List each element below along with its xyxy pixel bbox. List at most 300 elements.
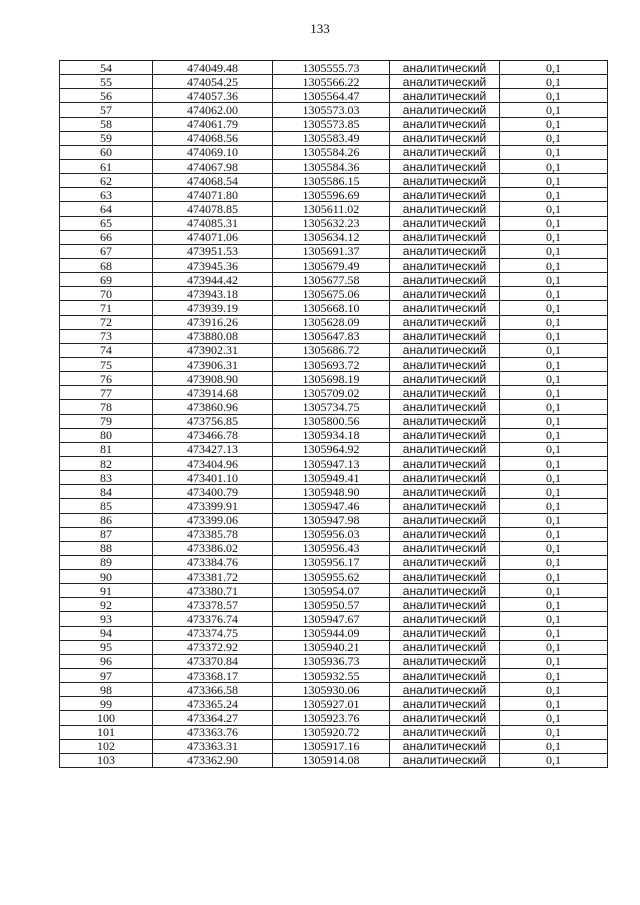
method-cell: аналитический bbox=[390, 739, 500, 753]
table-row bbox=[60, 400, 608, 414]
y-coordinate-cell: 1305647.83 bbox=[273, 329, 390, 343]
table-row bbox=[60, 697, 608, 711]
y-coordinate-cell: 1305596.69 bbox=[273, 188, 390, 202]
method-cell: аналитический bbox=[390, 612, 500, 626]
point-number-cell: 88 bbox=[60, 541, 153, 555]
x-coordinate-cell: 473916.26 bbox=[153, 315, 273, 329]
method-cell: аналитический bbox=[390, 315, 500, 329]
method-cell: аналитический bbox=[390, 414, 500, 428]
point-number-cell: 58 bbox=[60, 117, 153, 131]
x-coordinate-cell: 474054.25 bbox=[153, 75, 273, 89]
table-row bbox=[60, 287, 608, 301]
method-cell: аналитический bbox=[390, 711, 500, 725]
x-coordinate-cell: 473880.08 bbox=[153, 329, 273, 343]
point-number-cell: 72 bbox=[60, 315, 153, 329]
y-coordinate-cell: 1305698.19 bbox=[273, 372, 390, 386]
y-coordinate-cell: 1305930.06 bbox=[273, 683, 390, 697]
point-number-cell: 76 bbox=[60, 372, 153, 386]
x-coordinate-cell: 473384.76 bbox=[153, 555, 273, 569]
point-number-cell: 69 bbox=[60, 273, 153, 287]
x-coordinate-cell: 473906.31 bbox=[153, 357, 273, 371]
table-row bbox=[60, 471, 608, 485]
accuracy-cell: 0,1 bbox=[500, 598, 608, 612]
point-number-cell: 103 bbox=[60, 753, 153, 767]
x-coordinate-cell: 474069.10 bbox=[153, 145, 273, 159]
point-number-cell: 98 bbox=[60, 683, 153, 697]
table-row bbox=[60, 159, 608, 173]
x-coordinate-cell: 473365.24 bbox=[153, 697, 273, 711]
table-row bbox=[60, 485, 608, 499]
accuracy-cell: 0,1 bbox=[500, 555, 608, 569]
method-cell: аналитический bbox=[390, 287, 500, 301]
y-coordinate-cell: 1305677.58 bbox=[273, 273, 390, 287]
point-number-cell: 95 bbox=[60, 640, 153, 654]
y-coordinate-cell: 1305691.37 bbox=[273, 244, 390, 258]
accuracy-cell: 0,1 bbox=[500, 456, 608, 470]
accuracy-cell: 0,1 bbox=[500, 188, 608, 202]
y-coordinate-cell: 1305611.02 bbox=[273, 202, 390, 216]
accuracy-cell: 0,1 bbox=[500, 725, 608, 739]
accuracy-cell: 0,1 bbox=[500, 103, 608, 117]
method-cell: аналитический bbox=[390, 485, 500, 499]
method-cell: аналитический bbox=[390, 61, 500, 75]
y-coordinate-cell: 1305634.12 bbox=[273, 230, 390, 244]
table-row bbox=[60, 386, 608, 400]
table-row bbox=[60, 357, 608, 371]
point-number-cell: 59 bbox=[60, 131, 153, 145]
y-coordinate-cell: 1305934.18 bbox=[273, 428, 390, 442]
accuracy-cell: 0,1 bbox=[500, 230, 608, 244]
method-cell: аналитический bbox=[390, 202, 500, 216]
method-cell: аналитический bbox=[390, 131, 500, 145]
y-coordinate-cell: 1305956.43 bbox=[273, 541, 390, 555]
accuracy-cell: 0,1 bbox=[500, 697, 608, 711]
table-row bbox=[60, 442, 608, 456]
accuracy-cell: 0,1 bbox=[500, 89, 608, 103]
point-number-cell: 78 bbox=[60, 400, 153, 414]
y-coordinate-cell: 1305584.26 bbox=[273, 145, 390, 159]
point-number-cell: 62 bbox=[60, 174, 153, 188]
y-coordinate-cell: 1305675.06 bbox=[273, 287, 390, 301]
y-coordinate-cell: 1305947.46 bbox=[273, 499, 390, 513]
point-number-cell: 79 bbox=[60, 414, 153, 428]
point-number-cell: 66 bbox=[60, 230, 153, 244]
table-row bbox=[60, 75, 608, 89]
method-cell: аналитический bbox=[390, 598, 500, 612]
method-cell: аналитический bbox=[390, 428, 500, 442]
x-coordinate-cell: 473902.31 bbox=[153, 343, 273, 357]
method-cell: аналитический bbox=[390, 89, 500, 103]
accuracy-cell: 0,1 bbox=[500, 428, 608, 442]
y-coordinate-cell: 1305584.36 bbox=[273, 159, 390, 173]
accuracy-cell: 0,1 bbox=[500, 584, 608, 598]
y-coordinate-cell: 1305955.62 bbox=[273, 570, 390, 584]
point-number-cell: 65 bbox=[60, 216, 153, 230]
y-coordinate-cell: 1305949.41 bbox=[273, 471, 390, 485]
table-row bbox=[60, 131, 608, 145]
point-number-cell: 73 bbox=[60, 329, 153, 343]
table-row bbox=[60, 301, 608, 315]
accuracy-cell: 0,1 bbox=[500, 739, 608, 753]
accuracy-cell: 0,1 bbox=[500, 442, 608, 456]
y-coordinate-cell: 1305693.72 bbox=[273, 357, 390, 371]
table-row bbox=[60, 145, 608, 159]
y-coordinate-cell: 1305734.75 bbox=[273, 400, 390, 414]
point-number-cell: 100 bbox=[60, 711, 153, 725]
y-coordinate-cell: 1305709.02 bbox=[273, 386, 390, 400]
method-cell: аналитический bbox=[390, 372, 500, 386]
x-coordinate-cell: 474049.48 bbox=[153, 61, 273, 75]
table-row bbox=[60, 188, 608, 202]
point-number-cell: 91 bbox=[60, 584, 153, 598]
table-row bbox=[60, 527, 608, 541]
x-coordinate-cell: 473399.06 bbox=[153, 513, 273, 527]
table-row bbox=[60, 683, 608, 697]
table-row bbox=[60, 174, 608, 188]
table-row bbox=[60, 711, 608, 725]
accuracy-cell: 0,1 bbox=[500, 343, 608, 357]
x-coordinate-cell: 473944.42 bbox=[153, 273, 273, 287]
method-cell: аналитический bbox=[390, 258, 500, 272]
y-coordinate-cell: 1305956.17 bbox=[273, 555, 390, 569]
method-cell: аналитический bbox=[390, 230, 500, 244]
table-row bbox=[60, 456, 608, 470]
y-coordinate-cell: 1305800.56 bbox=[273, 414, 390, 428]
accuracy-cell: 0,1 bbox=[500, 174, 608, 188]
y-coordinate-cell: 1305947.13 bbox=[273, 456, 390, 470]
y-coordinate-cell: 1305936.73 bbox=[273, 654, 390, 668]
coordinates-table bbox=[59, 60, 608, 768]
table-row bbox=[60, 570, 608, 584]
point-number-cell: 81 bbox=[60, 442, 153, 456]
x-coordinate-cell: 473378.57 bbox=[153, 598, 273, 612]
point-number-cell: 80 bbox=[60, 428, 153, 442]
table-row bbox=[60, 329, 608, 343]
accuracy-cell: 0,1 bbox=[500, 485, 608, 499]
method-cell: аналитический bbox=[390, 400, 500, 414]
x-coordinate-cell: 474068.54 bbox=[153, 174, 273, 188]
method-cell: аналитический bbox=[390, 669, 500, 683]
accuracy-cell: 0,1 bbox=[500, 513, 608, 527]
point-number-cell: 87 bbox=[60, 527, 153, 541]
y-coordinate-cell: 1305555.73 bbox=[273, 61, 390, 75]
method-cell: аналитический bbox=[390, 697, 500, 711]
y-coordinate-cell: 1305947.67 bbox=[273, 612, 390, 626]
method-cell: аналитический bbox=[390, 159, 500, 173]
method-cell: аналитический bbox=[390, 626, 500, 640]
table-row bbox=[60, 753, 608, 767]
method-cell: аналитический bbox=[390, 103, 500, 117]
x-coordinate-cell: 473363.31 bbox=[153, 739, 273, 753]
accuracy-cell: 0,1 bbox=[500, 414, 608, 428]
y-coordinate-cell: 1305932.55 bbox=[273, 669, 390, 683]
accuracy-cell: 0,1 bbox=[500, 357, 608, 371]
table-row bbox=[60, 372, 608, 386]
point-number-cell: 102 bbox=[60, 739, 153, 753]
method-cell: аналитический bbox=[390, 357, 500, 371]
x-coordinate-cell: 473364.27 bbox=[153, 711, 273, 725]
x-coordinate-cell: 474057.36 bbox=[153, 89, 273, 103]
accuracy-cell: 0,1 bbox=[500, 244, 608, 258]
point-number-cell: 93 bbox=[60, 612, 153, 626]
point-number-cell: 96 bbox=[60, 654, 153, 668]
method-cell: аналитический bbox=[390, 75, 500, 89]
table-row bbox=[60, 725, 608, 739]
y-coordinate-cell: 1305964.92 bbox=[273, 442, 390, 456]
x-coordinate-cell: 474062.00 bbox=[153, 103, 273, 117]
x-coordinate-cell: 473466.78 bbox=[153, 428, 273, 442]
accuracy-cell: 0,1 bbox=[500, 400, 608, 414]
table-row bbox=[60, 626, 608, 640]
method-cell: аналитический bbox=[390, 329, 500, 343]
point-number-cell: 92 bbox=[60, 598, 153, 612]
method-cell: аналитический bbox=[390, 273, 500, 287]
accuracy-cell: 0,1 bbox=[500, 669, 608, 683]
table-row bbox=[60, 499, 608, 513]
accuracy-cell: 0,1 bbox=[500, 159, 608, 173]
table-row bbox=[60, 315, 608, 329]
point-number-cell: 75 bbox=[60, 357, 153, 371]
y-coordinate-cell: 1305573.03 bbox=[273, 103, 390, 117]
point-number-cell: 60 bbox=[60, 145, 153, 159]
accuracy-cell: 0,1 bbox=[500, 541, 608, 555]
point-number-cell: 67 bbox=[60, 244, 153, 258]
y-coordinate-cell: 1305944.09 bbox=[273, 626, 390, 640]
y-coordinate-cell: 1305632.23 bbox=[273, 216, 390, 230]
method-cell: аналитический bbox=[390, 683, 500, 697]
x-coordinate-cell: 474078.85 bbox=[153, 202, 273, 216]
point-number-cell: 89 bbox=[60, 555, 153, 569]
x-coordinate-cell: 473951.53 bbox=[153, 244, 273, 258]
point-number-cell: 97 bbox=[60, 669, 153, 683]
table-row bbox=[60, 555, 608, 569]
table-row bbox=[60, 428, 608, 442]
point-number-cell: 54 bbox=[60, 61, 153, 75]
method-cell: аналитический bbox=[390, 555, 500, 569]
method-cell: аналитический bbox=[390, 513, 500, 527]
point-number-cell: 71 bbox=[60, 301, 153, 315]
point-number-cell: 70 bbox=[60, 287, 153, 301]
accuracy-cell: 0,1 bbox=[500, 61, 608, 75]
point-number-cell: 101 bbox=[60, 725, 153, 739]
y-coordinate-cell: 1305586.15 bbox=[273, 174, 390, 188]
x-coordinate-cell: 473376.74 bbox=[153, 612, 273, 626]
accuracy-cell: 0,1 bbox=[500, 471, 608, 485]
accuracy-cell: 0,1 bbox=[500, 570, 608, 584]
method-cell: аналитический bbox=[390, 216, 500, 230]
y-coordinate-cell: 1305914.08 bbox=[273, 753, 390, 767]
x-coordinate-cell: 473945.36 bbox=[153, 258, 273, 272]
x-coordinate-cell: 473372.92 bbox=[153, 640, 273, 654]
accuracy-cell: 0,1 bbox=[500, 216, 608, 230]
accuracy-cell: 0,1 bbox=[500, 329, 608, 343]
table-row bbox=[60, 244, 608, 258]
method-cell: аналитический bbox=[390, 117, 500, 131]
x-coordinate-cell: 473427.13 bbox=[153, 442, 273, 456]
x-coordinate-cell: 473368.17 bbox=[153, 669, 273, 683]
page-number: 133 bbox=[310, 21, 330, 36]
accuracy-cell: 0,1 bbox=[500, 654, 608, 668]
point-number-cell: 82 bbox=[60, 456, 153, 470]
point-number-cell: 74 bbox=[60, 343, 153, 357]
table-row bbox=[60, 216, 608, 230]
accuracy-cell: 0,1 bbox=[500, 117, 608, 131]
accuracy-cell: 0,1 bbox=[500, 640, 608, 654]
point-number-cell: 86 bbox=[60, 513, 153, 527]
point-number-cell: 68 bbox=[60, 258, 153, 272]
point-number-cell: 90 bbox=[60, 570, 153, 584]
accuracy-cell: 0,1 bbox=[500, 372, 608, 386]
x-coordinate-cell: 473401.10 bbox=[153, 471, 273, 485]
accuracy-cell: 0,1 bbox=[500, 258, 608, 272]
point-number-cell: 63 bbox=[60, 188, 153, 202]
y-coordinate-cell: 1305628.09 bbox=[273, 315, 390, 329]
y-coordinate-cell: 1305679.49 bbox=[273, 258, 390, 272]
x-coordinate-cell: 473386.02 bbox=[153, 541, 273, 555]
x-coordinate-cell: 474071.06 bbox=[153, 230, 273, 244]
accuracy-cell: 0,1 bbox=[500, 626, 608, 640]
x-coordinate-cell: 474071.80 bbox=[153, 188, 273, 202]
accuracy-cell: 0,1 bbox=[500, 145, 608, 159]
y-coordinate-cell: 1305686.72 bbox=[273, 343, 390, 357]
table-row bbox=[60, 654, 608, 668]
y-coordinate-cell: 1305920.72 bbox=[273, 725, 390, 739]
table-row bbox=[60, 640, 608, 654]
point-number-cell: 77 bbox=[60, 386, 153, 400]
y-coordinate-cell: 1305917.16 bbox=[273, 739, 390, 753]
accuracy-cell: 0,1 bbox=[500, 711, 608, 725]
method-cell: аналитический bbox=[390, 570, 500, 584]
table-row bbox=[60, 89, 608, 103]
table-row bbox=[60, 612, 608, 626]
method-cell: аналитический bbox=[390, 145, 500, 159]
y-coordinate-cell: 1305564.47 bbox=[273, 89, 390, 103]
x-coordinate-cell: 473939.19 bbox=[153, 301, 273, 315]
method-cell: аналитический bbox=[390, 584, 500, 598]
accuracy-cell: 0,1 bbox=[500, 75, 608, 89]
x-coordinate-cell: 473860.96 bbox=[153, 400, 273, 414]
y-coordinate-cell: 1305923.76 bbox=[273, 711, 390, 725]
coordinates-table-body bbox=[60, 61, 608, 768]
method-cell: аналитический bbox=[390, 301, 500, 315]
point-number-cell: 83 bbox=[60, 471, 153, 485]
x-coordinate-cell: 473943.18 bbox=[153, 287, 273, 301]
x-coordinate-cell: 473381.72 bbox=[153, 570, 273, 584]
method-cell: аналитический bbox=[390, 343, 500, 357]
accuracy-cell: 0,1 bbox=[500, 386, 608, 400]
accuracy-cell: 0,1 bbox=[500, 753, 608, 767]
table-row bbox=[60, 258, 608, 272]
table-row bbox=[60, 103, 608, 117]
point-number-cell: 61 bbox=[60, 159, 153, 173]
point-number-cell: 64 bbox=[60, 202, 153, 216]
table-row bbox=[60, 273, 608, 287]
x-coordinate-cell: 473400.79 bbox=[153, 485, 273, 499]
x-coordinate-cell: 473404.96 bbox=[153, 456, 273, 470]
y-coordinate-cell: 1305956.03 bbox=[273, 527, 390, 541]
point-number-cell: 55 bbox=[60, 75, 153, 89]
y-coordinate-cell: 1305573.85 bbox=[273, 117, 390, 131]
method-cell: аналитический bbox=[390, 499, 500, 513]
accuracy-cell: 0,1 bbox=[500, 612, 608, 626]
y-coordinate-cell: 1305940.21 bbox=[273, 640, 390, 654]
point-number-cell: 84 bbox=[60, 485, 153, 499]
accuracy-cell: 0,1 bbox=[500, 527, 608, 541]
x-coordinate-cell: 474085.31 bbox=[153, 216, 273, 230]
table-row bbox=[60, 61, 608, 75]
accuracy-cell: 0,1 bbox=[500, 315, 608, 329]
x-coordinate-cell: 473366.58 bbox=[153, 683, 273, 697]
x-coordinate-cell: 474067.98 bbox=[153, 159, 273, 173]
table-row bbox=[60, 598, 608, 612]
x-coordinate-cell: 473385.78 bbox=[153, 527, 273, 541]
y-coordinate-cell: 1305668.10 bbox=[273, 301, 390, 315]
x-coordinate-cell: 474061.79 bbox=[153, 117, 273, 131]
y-coordinate-cell: 1305927.01 bbox=[273, 697, 390, 711]
accuracy-cell: 0,1 bbox=[500, 287, 608, 301]
table-row bbox=[60, 739, 608, 753]
accuracy-cell: 0,1 bbox=[500, 301, 608, 315]
table-row bbox=[60, 414, 608, 428]
method-cell: аналитический bbox=[390, 442, 500, 456]
x-coordinate-cell: 473380.71 bbox=[153, 584, 273, 598]
x-coordinate-cell: 473756.85 bbox=[153, 414, 273, 428]
x-coordinate-cell: 473399.91 bbox=[153, 499, 273, 513]
method-cell: аналитический bbox=[390, 753, 500, 767]
table-row bbox=[60, 513, 608, 527]
table-row bbox=[60, 117, 608, 131]
x-coordinate-cell: 474068.56 bbox=[153, 131, 273, 145]
y-coordinate-cell: 1305583.49 bbox=[273, 131, 390, 145]
method-cell: аналитический bbox=[390, 188, 500, 202]
method-cell: аналитический bbox=[390, 640, 500, 654]
x-coordinate-cell: 473908.90 bbox=[153, 372, 273, 386]
method-cell: аналитический bbox=[390, 456, 500, 470]
y-coordinate-cell: 1305947.98 bbox=[273, 513, 390, 527]
point-number-cell: 85 bbox=[60, 499, 153, 513]
method-cell: аналитический bbox=[390, 725, 500, 739]
table-row bbox=[60, 584, 608, 598]
table-row bbox=[60, 230, 608, 244]
point-number-cell: 99 bbox=[60, 697, 153, 711]
method-cell: аналитический bbox=[390, 244, 500, 258]
y-coordinate-cell: 1305954.07 bbox=[273, 584, 390, 598]
x-coordinate-cell: 473363.76 bbox=[153, 725, 273, 739]
table-row bbox=[60, 202, 608, 216]
accuracy-cell: 0,1 bbox=[500, 499, 608, 513]
table-row bbox=[60, 541, 608, 555]
table-row bbox=[60, 343, 608, 357]
point-number-cell: 56 bbox=[60, 89, 153, 103]
table-row bbox=[60, 669, 608, 683]
y-coordinate-cell: 1305950.57 bbox=[273, 598, 390, 612]
x-coordinate-cell: 473374.75 bbox=[153, 626, 273, 640]
y-coordinate-cell: 1305948.90 bbox=[273, 485, 390, 499]
x-coordinate-cell: 473362.90 bbox=[153, 753, 273, 767]
accuracy-cell: 0,1 bbox=[500, 202, 608, 216]
x-coordinate-cell: 473370.84 bbox=[153, 654, 273, 668]
method-cell: аналитический bbox=[390, 174, 500, 188]
accuracy-cell: 0,1 bbox=[500, 683, 608, 697]
accuracy-cell: 0,1 bbox=[500, 273, 608, 287]
y-coordinate-cell: 1305566.22 bbox=[273, 75, 390, 89]
method-cell: аналитический bbox=[390, 541, 500, 555]
point-number-cell: 94 bbox=[60, 626, 153, 640]
point-number-cell: 57 bbox=[60, 103, 153, 117]
accuracy-cell: 0,1 bbox=[500, 131, 608, 145]
x-coordinate-cell: 473914.68 bbox=[153, 386, 273, 400]
method-cell: аналитический bbox=[390, 654, 500, 668]
